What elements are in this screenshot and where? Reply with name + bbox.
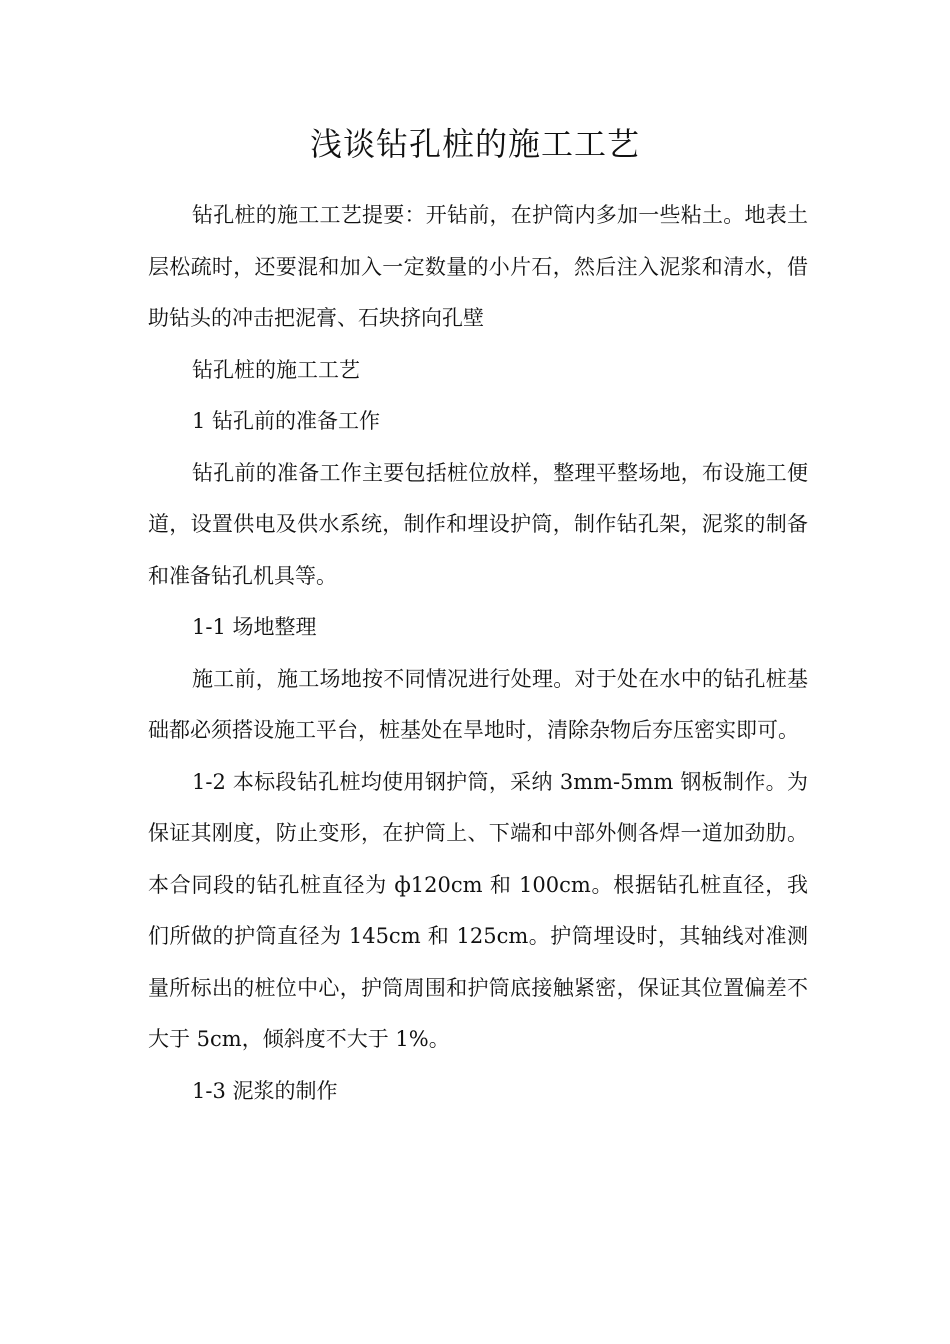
body-paragraph: 1-2 本标段钻孔桩均使用钢护筒，采纳 3mm-5mm 钢板制作。为保证其刚度，防止变形，在护筒上、下端和中部外侧各焊一道加劲肋。本合同段的钻孔桩直径为 ф120cm 和 100cm。根据钻孔桩直径，我们所做的护筒直径为 145cm 和 125cm。护筒埋设时，其轴线对准测量所标出的桩位中心，护筒周围和护筒底接触紧密，保证其位置偏差不大于 5cm，倾斜度不大于 1%。: [148, 769, 808, 1051]
subsection-heading: 1-1 场地整理: [192, 615, 317, 639]
subsection-heading: 1-3 泥浆的制作: [192, 1078, 338, 1103]
document-body: [148, 190, 808, 1117]
body-paragraph: 钻孔前的准备工作主要包括桩位放样，整理平整场地，布设施工便道，设置供电及供水系统，制作和埋设护筒，制作钻孔架，泥浆的制备和准备钻孔机具等。: [148, 460, 808, 588]
section-heading: 钻孔桩的施工工艺: [192, 357, 360, 382]
body-paragraph: 施工前，施工场地按不同情况进行处理。对于处在水中的钻孔桩基础都必须搭设施工平台，桩基处在旱地时，清除杂物后夯压密实即可。: [148, 666, 808, 742]
intro-paragraph: 钻孔桩的施工工艺提要：开钻前，在护筒内多加一些粘土。地表土层松疏时，还要混和加入一定数量的小片石，然后注入泥浆和清水，借助钻头的冲击把泥膏、石块挤向孔壁: [148, 203, 808, 330]
subsection-heading: 1 钻孔前的准备工作: [192, 409, 381, 433]
document-title: 浅谈钻孔桩的施工工艺: [309, 125, 640, 163]
